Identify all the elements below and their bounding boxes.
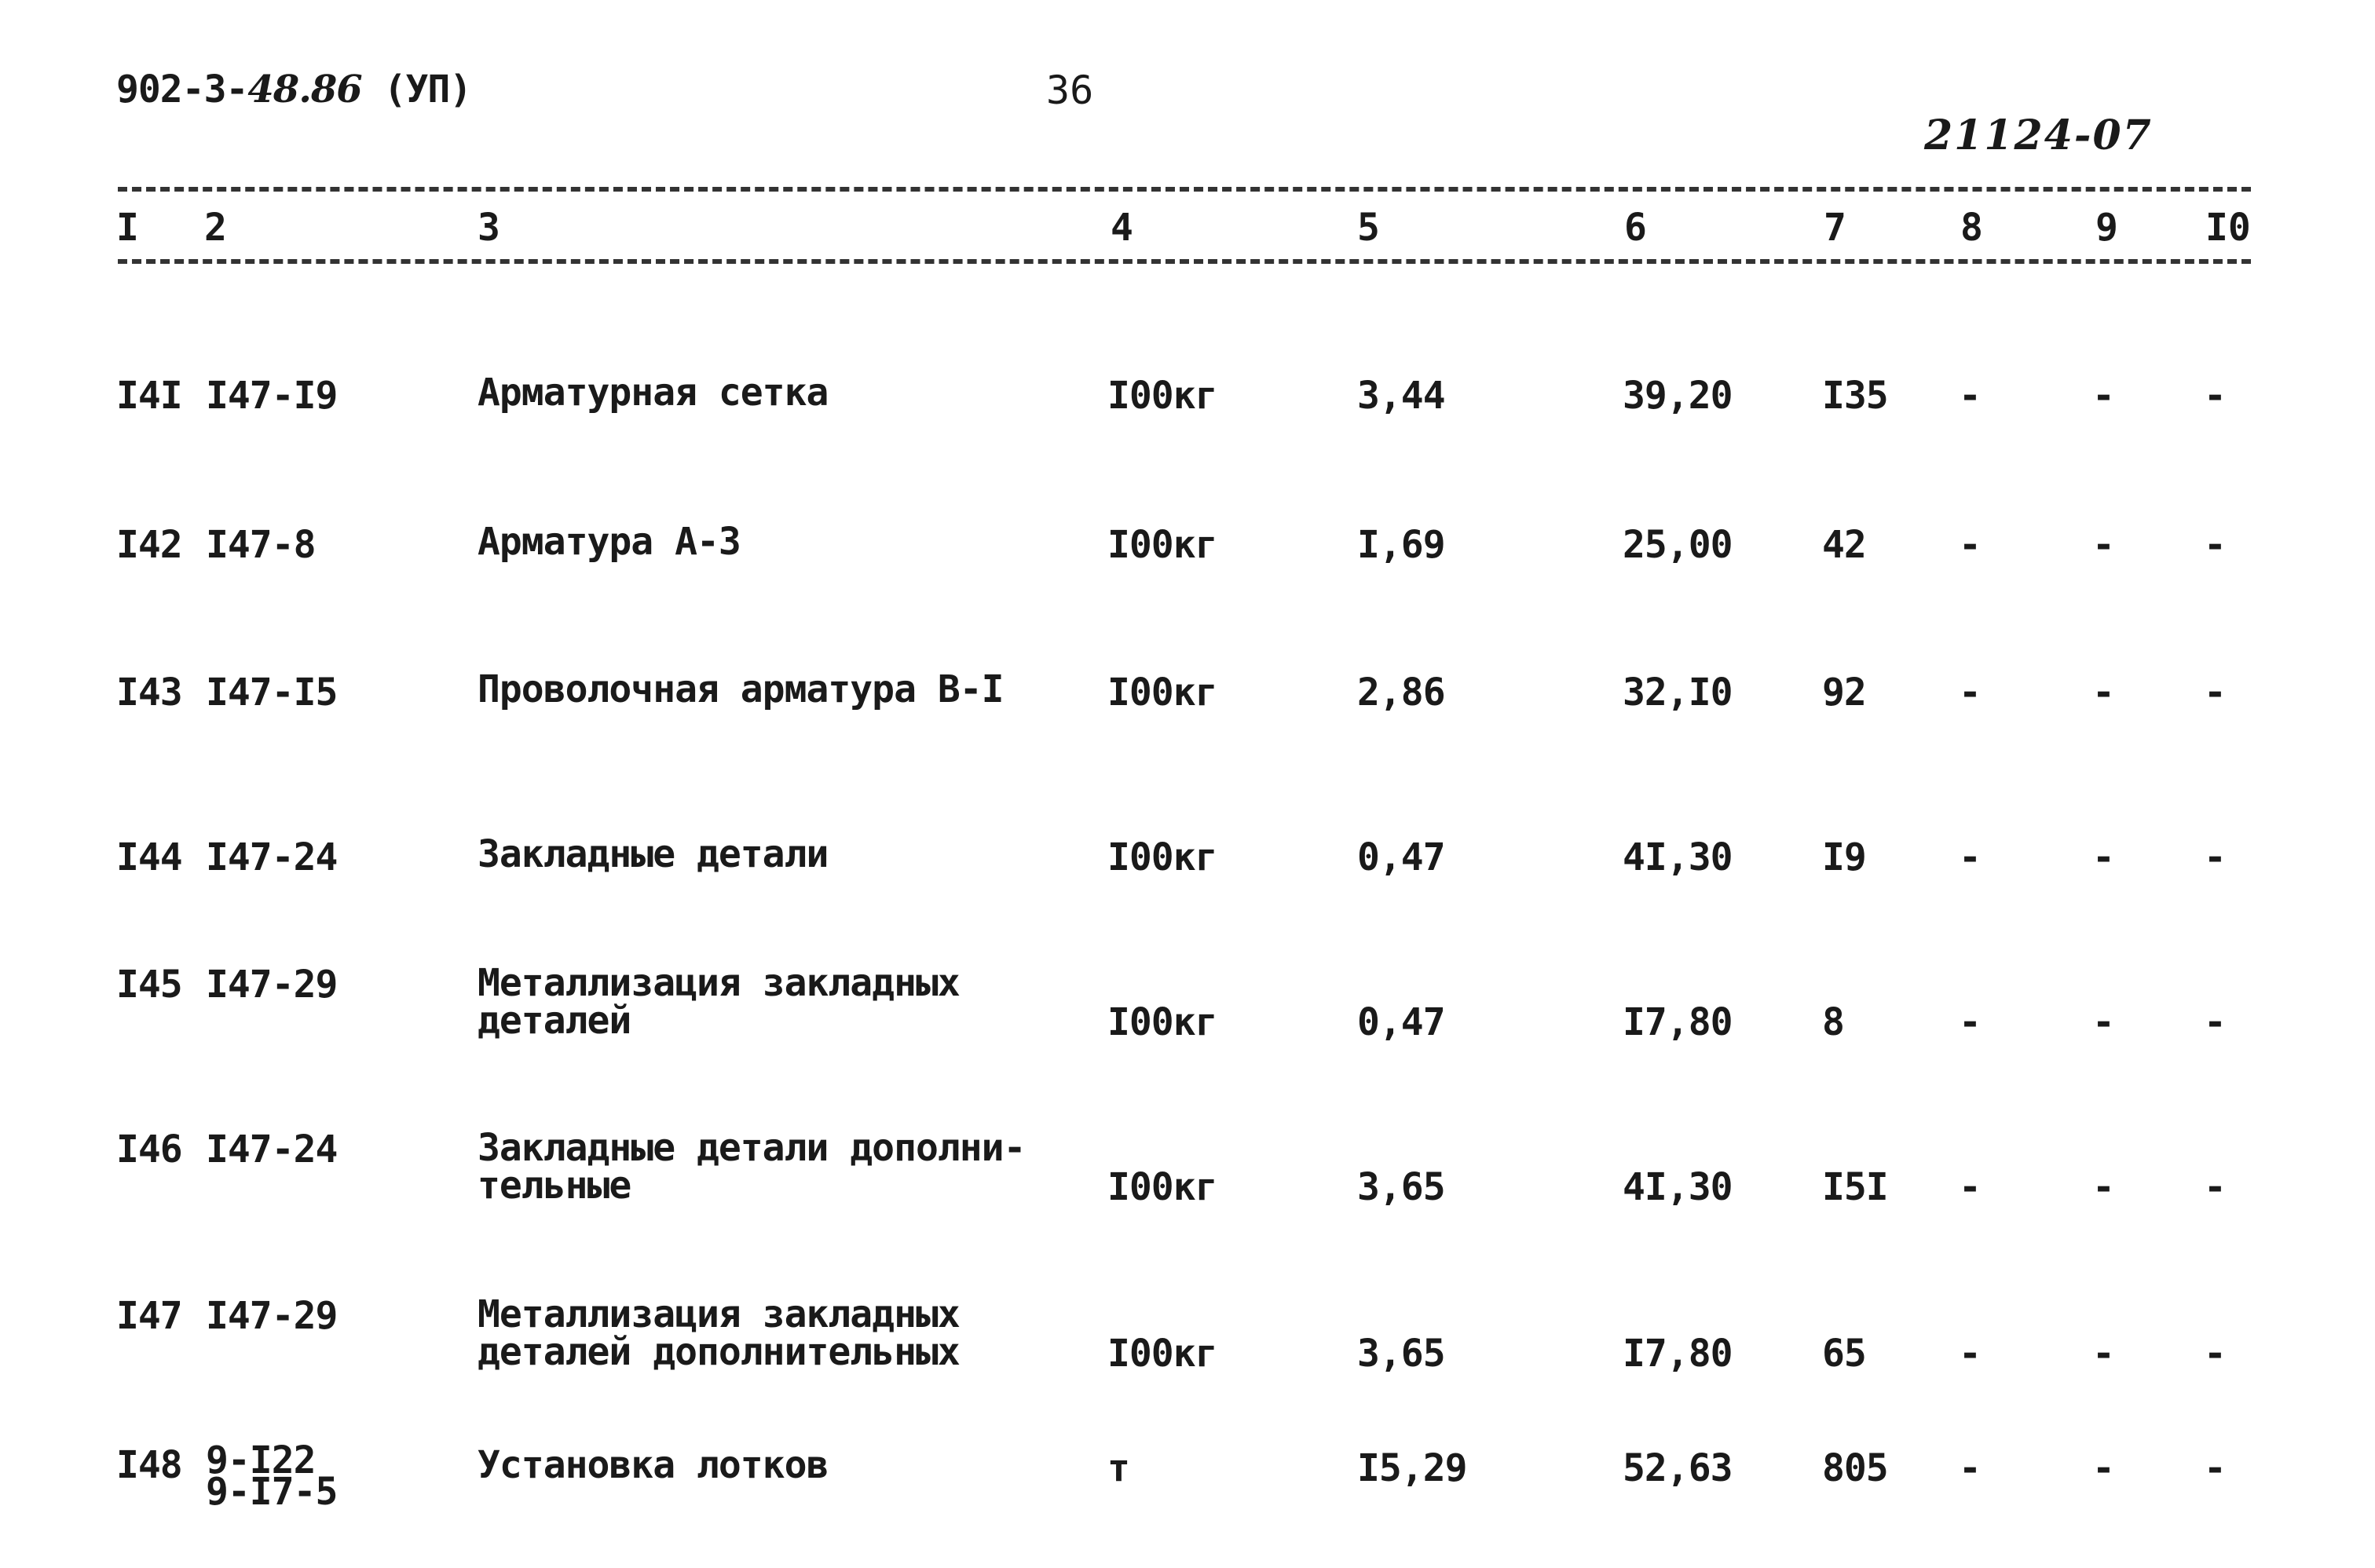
- row-value-6: 25,00: [1623, 523, 1733, 567]
- row-name-line1: Закладные детали дополни-: [478, 1126, 1026, 1170]
- row-code: I47-24: [206, 835, 338, 879]
- row-value-7: 8: [1822, 1000, 1844, 1044]
- column-header-10: I0: [2205, 206, 2251, 250]
- row-value-5: I5,29: [1357, 1446, 1467, 1490]
- document-code-suffix: (УП): [383, 68, 472, 111]
- row-value-6: 4I,30: [1623, 835, 1733, 879]
- row-value-10: -: [2204, 671, 2227, 715]
- row-value-9: -: [2092, 374, 2115, 418]
- column-header-2: 2: [204, 206, 227, 250]
- row-value-10: -: [2204, 1000, 2227, 1044]
- row-unit: I00кг: [1107, 374, 1217, 418]
- row-value-10: -: [2204, 523, 2227, 567]
- row-value-8: -: [1959, 1000, 1982, 1044]
- handwritten-note: 21124-07: [1924, 111, 2153, 159]
- row-name-line2: деталей: [478, 999, 631, 1043]
- row-code-line2: 9-I7-5: [206, 1470, 338, 1514]
- row-name-line1: Металлизация закладных: [478, 1292, 960, 1336]
- row-value-5: 2,86: [1357, 671, 1445, 715]
- column-header-9: 9: [2095, 206, 2118, 250]
- row-value-9: -: [2092, 1332, 2115, 1376]
- page-number: 36: [1046, 68, 1094, 113]
- row-code: I47-29: [206, 1294, 338, 1338]
- row-value-7: 92: [1822, 671, 1866, 715]
- row-value-5: I,69: [1357, 523, 1445, 567]
- row-value-6: 39,20: [1623, 374, 1733, 418]
- row-unit: I00кг: [1107, 671, 1217, 715]
- row-name: Закладные детали: [478, 832, 829, 876]
- row-unit: I00кг: [1107, 523, 1217, 567]
- row-code: I47-8: [206, 523, 316, 567]
- row-value-8: -: [1959, 835, 1982, 879]
- row-code: I47-24: [206, 1128, 338, 1171]
- row-value-7: I9: [1822, 835, 1866, 879]
- row-value-9: -: [2092, 1446, 2115, 1490]
- document-code-printed: 902-3-: [116, 68, 248, 111]
- row-value-10: -: [2204, 1165, 2227, 1209]
- row-value-9: -: [2092, 835, 2115, 879]
- row-value-8: -: [1959, 374, 1982, 418]
- row-value-9: -: [2092, 523, 2115, 567]
- row-value-8: -: [1959, 1446, 1982, 1490]
- column-header-6: 6: [1624, 206, 1647, 250]
- row-value-7: I35: [1822, 374, 1888, 418]
- column-header-7: 7: [1824, 206, 1846, 250]
- row-value-8: -: [1959, 671, 1982, 715]
- row-value-5: 3,44: [1357, 374, 1445, 418]
- row-value-6: 52,63: [1623, 1446, 1733, 1490]
- row-value-7: 805: [1822, 1446, 1888, 1490]
- row-number: I46: [116, 1128, 182, 1171]
- row-value-5: 0,47: [1357, 835, 1445, 879]
- row-number: I43: [116, 671, 182, 715]
- row-value-8: -: [1959, 1165, 1982, 1209]
- row-number: I47: [116, 1294, 182, 1338]
- row-value-5: 0,47: [1357, 1000, 1445, 1044]
- row-unit: I00кг: [1107, 1165, 1217, 1209]
- row-code: I47-I5: [206, 671, 338, 715]
- row-unit: I00кг: [1107, 1000, 1217, 1044]
- column-header-1: I: [116, 206, 139, 250]
- row-name: Установка лотков: [478, 1443, 829, 1487]
- row-name: Проволочная арматура В-I: [478, 667, 1004, 711]
- row-unit: I00кг: [1107, 1332, 1217, 1376]
- row-unit: I00кг: [1107, 835, 1217, 879]
- row-name: Арматурная сетка: [478, 371, 829, 415]
- row-value-5: 3,65: [1357, 1332, 1445, 1376]
- column-header-8: 8: [1960, 206, 1983, 250]
- row-value-9: -: [2092, 1000, 2115, 1044]
- row-value-8: -: [1959, 1332, 1982, 1376]
- row-name-line2: деталей дополнительных: [478, 1330, 960, 1374]
- row-value-10: -: [2204, 1332, 2227, 1376]
- row-number: I48: [116, 1443, 182, 1487]
- row-name-line1: Металлизация закладных: [478, 961, 960, 1005]
- row-value-10: -: [2204, 1446, 2227, 1490]
- header-rule-top: [118, 187, 2251, 192]
- row-number: I45: [116, 963, 182, 1007]
- row-value-9: -: [2092, 1165, 2115, 1209]
- column-header-5: 5: [1357, 206, 1380, 250]
- row-name-line2: тельные: [478, 1164, 631, 1208]
- row-value-6: I7,80: [1623, 1332, 1733, 1376]
- row-number: I42: [116, 523, 182, 567]
- row-code: 9-I22: [206, 1438, 316, 1482]
- row-number: I4I: [116, 374, 182, 418]
- row-value-5: 3,65: [1357, 1165, 1445, 1209]
- row-value-10: -: [2204, 835, 2227, 879]
- row-value-7: I5I: [1822, 1165, 1888, 1209]
- row-value-6: 4I,30: [1623, 1165, 1733, 1209]
- row-value-9: -: [2092, 671, 2115, 715]
- row-unit: т: [1107, 1446, 1129, 1490]
- row-value-10: -: [2204, 374, 2227, 418]
- column-header-4: 4: [1111, 206, 1133, 250]
- row-value-6: I7,80: [1623, 1000, 1733, 1044]
- row-value-7: 42: [1822, 523, 1866, 567]
- row-value-8: -: [1959, 523, 1982, 567]
- row-value-7: 65: [1822, 1332, 1866, 1376]
- document-code-handwritten: 48.86: [247, 68, 362, 111]
- column-header-3: 3: [478, 206, 500, 250]
- header-rule-bottom: [118, 259, 2251, 264]
- row-number: I44: [116, 835, 182, 879]
- row-name: Арматура А-3: [478, 520, 741, 564]
- document-code: [116, 68, 471, 111]
- row-value-6: 32,I0: [1623, 671, 1733, 715]
- row-code: I47-29: [206, 963, 338, 1007]
- row-code: I47-I9: [206, 374, 338, 418]
